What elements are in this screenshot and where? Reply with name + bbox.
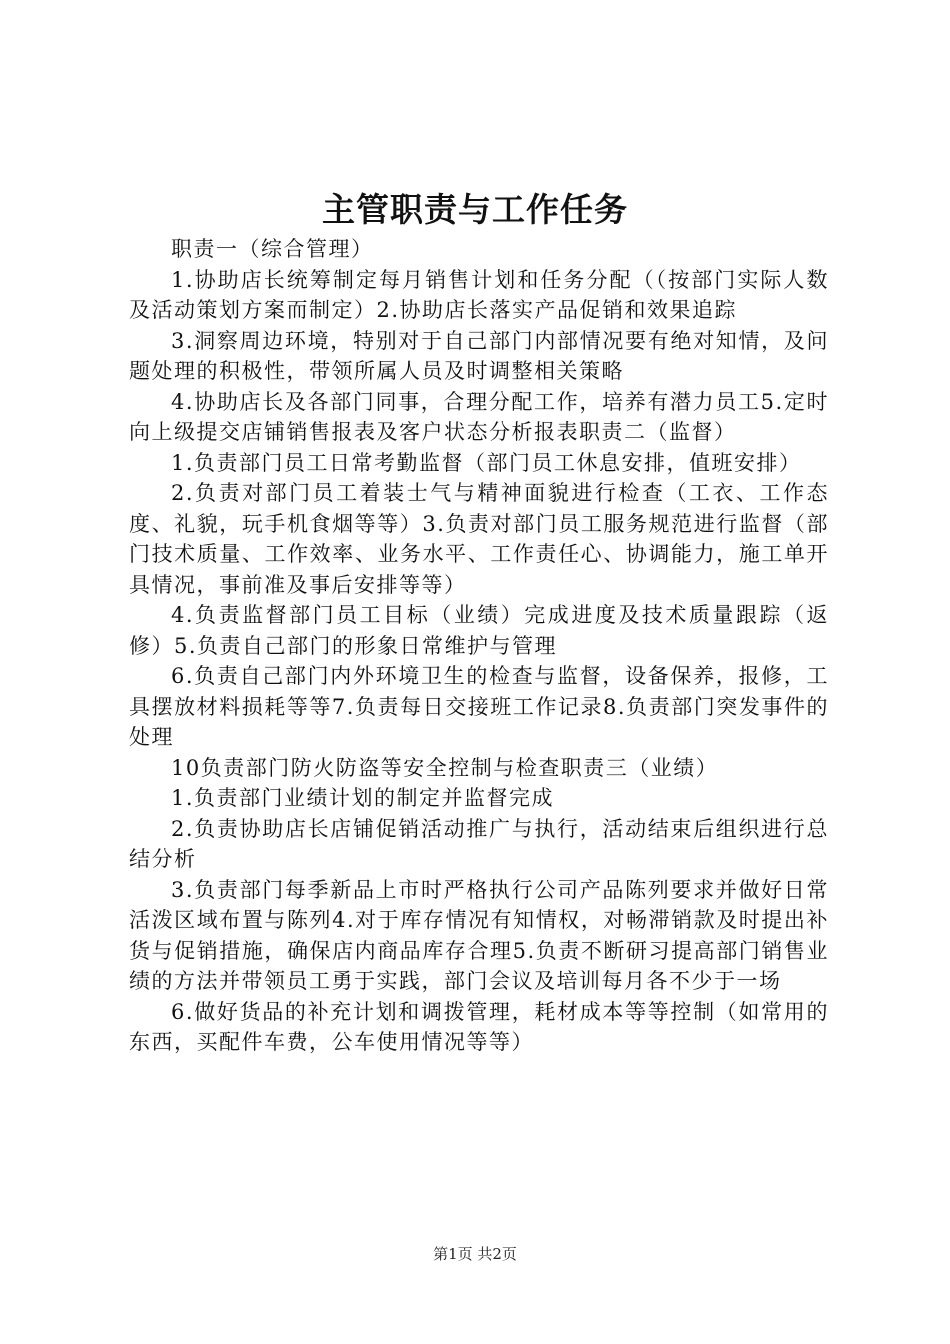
paragraph: 3.负责部门每季新品上市时严格执行公司产品陈列要求并做好日常活泼区域布置与陈列4.对于库存情况有知情权，对畅滞销款及时提出补货与促销措施，确保店内商品库存合理5.负责不断研习提高部门销售业绩的方法并带领员工勇于实践，部门会议及培训每月各不少于一场 bbox=[129, 877, 829, 993]
paragraph: 3.洞察周边环境，特别对于自己部门内部情况要有绝对知情，及问题处理的积极性，带领所属人员及时调整相关策略 bbox=[129, 328, 829, 383]
paragraph: 4.负责监督部门员工目标（业绩）完成进度及技术质量跟踪（返修）5.负责自己部门的形象日常维护与管理 bbox=[129, 603, 829, 658]
paragraph: 4.协助店长及各部门同事，合理分配工作，培养有潜力员工5.定时向上级提交店铺销售报表及客户状态分析报表职责二（监督） bbox=[129, 389, 829, 444]
paragraph: 10负责部门防火防盗等安全控制与检查职责三（业绩） bbox=[171, 755, 719, 780]
paragraph: 1.负责部门员工日常考勤监督（部门员工休息安排，值班安排） bbox=[171, 450, 802, 475]
paragraph: 6.负责自己部门内外环境卫生的检查与监督，设备保养，报修，工具摆放材料损耗等等7.负责每日交接班工作记录8.负责部门突发事件的处理 bbox=[129, 664, 829, 749]
paragraph: 2.负责对部门员工着装士气与精神面貌进行检查（工衣、工作态度、礼貌，玩手机食烟等等）3.负责对部门员工服务规范进行监督（部门技术质量、工作效率、业务水平、工作责任心、协调能力，施工单开具情况，事前准及事后安排等等） bbox=[129, 481, 829, 597]
page-footer: 第1页 共2页 bbox=[433, 1245, 517, 1263]
paragraph: 职责一（综合管理） bbox=[171, 237, 374, 261]
paragraph: 2.负责协助店长店铺促销活动推广与执行，活动结束后组织进行总结分析 bbox=[129, 816, 829, 871]
paragraph: 1.负责部门业绩计划的制定并监督完成 bbox=[171, 786, 555, 810]
paragraph: 1.协助店长统筹制定每月销售计划和任务分配（（按部门实际人数及活动策划方案而制定）2.协助店长落实产品促销和效果追踪 bbox=[129, 267, 829, 322]
document-body bbox=[129, 234, 829, 1058]
paragraph: 6.做好货品的补充计划和调拨管理，耗材成本等等控制（如常用的东西，买配件车费，公车使用情况等等） bbox=[129, 999, 829, 1054]
document-title: 主管职责与工作任务 bbox=[322, 190, 628, 229]
